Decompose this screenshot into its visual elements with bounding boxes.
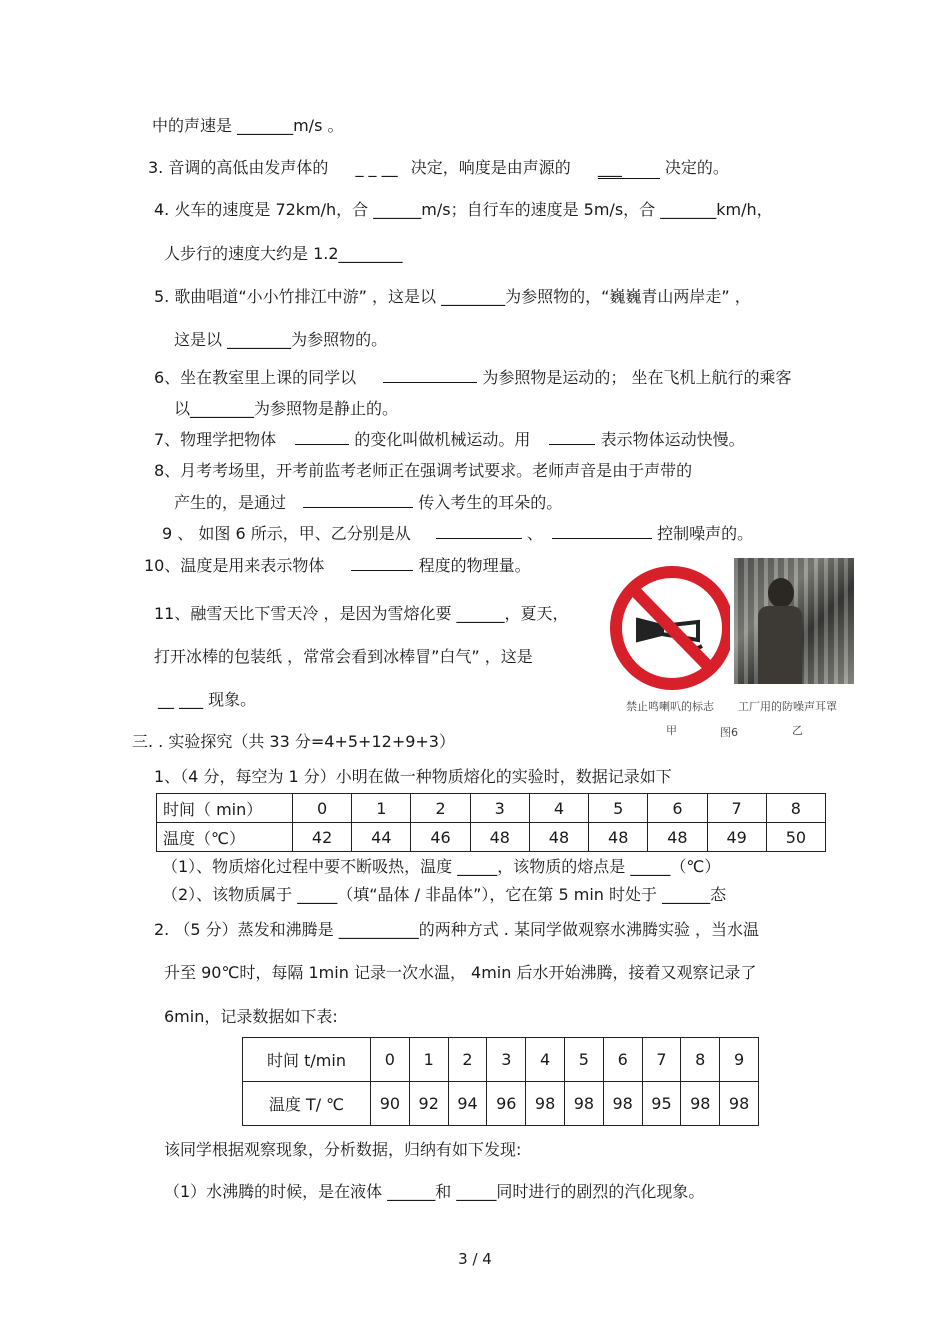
q3-text-b: 决定，响度是由声源的: [410, 158, 571, 177]
q3-text-c: 决定的。: [664, 158, 729, 177]
figure-6: [610, 556, 860, 741]
table-cell: 6: [648, 794, 707, 823]
table-cell: 3: [470, 794, 529, 823]
table-cell: 5: [589, 794, 648, 823]
figure-sub-a: 甲: [666, 724, 677, 737]
q7-blank-2: [549, 430, 595, 445]
table-cell: 48: [470, 823, 529, 852]
table-cell: 98: [564, 1082, 603, 1126]
table-header-cell: 时间 t/min: [243, 1038, 371, 1082]
question-5-line-2: 这是以 ________为参照物的。: [174, 330, 388, 349]
table-cell: 48: [648, 823, 707, 852]
experiment-2-line-2: 升至 90℃时，每隔 1min 记录一次水温， 4min 后水开始沸腾，接着又观察记录了: [164, 963, 757, 982]
q9-blank-1: [436, 524, 522, 539]
q8-text-c: 传入考生的耳朵的。: [418, 493, 563, 512]
figure-sub-b: 乙: [792, 724, 803, 737]
q6-text-a: 6、坐在教室里上课的同学以: [154, 368, 357, 387]
table-cell: 49: [707, 823, 766, 852]
q10-text-b: 程度的物理量。: [418, 556, 531, 575]
table-cell: 4: [529, 794, 588, 823]
table-row: [243, 1082, 759, 1126]
table-cell: 7: [642, 1038, 681, 1082]
table-cell: 48: [589, 823, 648, 852]
question-4-line-2: 人步行的速度大约是 1.2________: [164, 244, 403, 263]
question-8-line-1: 8、月考考场里，开考前监考老师正在强调考试要求。老师声音是由于声带的: [154, 461, 693, 480]
table-cell: 1: [352, 794, 411, 823]
table-cell: 1: [409, 1038, 448, 1082]
question-6-line-2: 以________为参照物是静止的。: [174, 399, 399, 418]
no-horn-sign-icon: [610, 556, 730, 696]
table-cell: 44: [352, 823, 411, 852]
table-cell: 9: [720, 1038, 759, 1082]
question-3: [148, 158, 729, 179]
table-cell: 0: [293, 794, 352, 823]
table-cell: 4: [526, 1038, 565, 1082]
table-row: [157, 823, 826, 852]
table-cell: 92: [409, 1082, 448, 1126]
boiling-data-table: [242, 1037, 759, 1126]
figure-label-a: 禁止鸣喇叭的标志: [626, 700, 714, 713]
experiment-2-line-3: 6min，记录数据如下表:: [164, 1007, 338, 1026]
question-5-line-1: 5. 歌曲唱道“小小竹排江中游” ，这是以 ________为参照物的，“巍巍青山两岸走” ，: [154, 287, 751, 306]
q3-text-a: 3. 音调的高低由发声体的: [148, 158, 329, 177]
melting-data-table: [156, 793, 826, 852]
table-cell: 50: [766, 823, 825, 852]
table-cell: 8: [766, 794, 825, 823]
table-header-cell: 温度 T/ ℃: [243, 1082, 371, 1126]
table-header-cell: 时间（ min）: [157, 794, 293, 823]
table-cell: 48: [529, 823, 588, 852]
table-cell: 95: [642, 1082, 681, 1126]
q10-text-a: 10、温度是用来表示物体: [144, 556, 325, 575]
question-10: [144, 556, 531, 576]
question-6-line-1: [154, 368, 791, 388]
figure-number: 图6: [720, 726, 738, 739]
table-cell: 98: [526, 1082, 565, 1126]
table-cell: 2: [448, 1038, 487, 1082]
q9-blank-2: [552, 524, 652, 539]
section-3-title: 三. . 实验探究（共 33 分=4+5+12+9+3）: [132, 732, 455, 751]
table-row: [157, 794, 826, 823]
page-number: 3 / 4: [458, 1250, 492, 1268]
q9-text-a: 9 、 如图 6 所示，甲、乙分别是从: [162, 524, 411, 543]
table-header-cell: 温度（℃）: [157, 823, 293, 852]
experiment-2-findings: 该同学根据观察现象，分析数据，归纳有如下发现:: [164, 1140, 522, 1159]
q3-blank-2: ___: [598, 158, 660, 179]
question-9: [162, 524, 753, 544]
table-cell: 98: [720, 1082, 759, 1126]
table-cell: 5: [564, 1038, 603, 1082]
experiment-2-finding-1: （1）水沸腾的时候，是在液体 ______和 _____同时进行的剧烈的汽化现象。: [164, 1182, 705, 1201]
factory-earmuff-photo: [734, 558, 854, 684]
table-cell: 3: [487, 1038, 526, 1082]
q8-blank: [303, 493, 413, 508]
q9-text-b: 、: [526, 524, 543, 543]
q7-text-a: 7、物理学把物体: [154, 430, 277, 449]
q10-blank: [351, 556, 413, 571]
table-cell: 90: [371, 1082, 410, 1126]
table-cell: 46: [411, 823, 470, 852]
experiment-2-line-1: 2. （5 分）蒸发和沸腾是 __________的两种方式 . 某同学做观察水沸腾实验 ，当水温: [154, 920, 760, 939]
figure-label-b: 工厂用的防噪声耳罩: [738, 700, 837, 713]
table-cell: 98: [603, 1082, 642, 1126]
experiment-1-q1: （1）、物质熔化过程中要不断吸热，温度 _____，该物质的熔点是 _____（℃）: [162, 857, 721, 876]
q3-blank-1: _ _ __: [355, 158, 398, 177]
experiment-1-title: 1、（4 分，每空为 1 分）小明在做一种物质熔化的实验时，数据记录如下: [154, 767, 672, 786]
question-11-line-3: __ ___ 现象。: [158, 690, 257, 709]
question-7: [154, 430, 745, 450]
question-8-line-2: [174, 493, 562, 513]
table-cell: 0: [371, 1038, 410, 1082]
question-11-line-2: 打开冰棒的包装纸 ，常常会看到冰棒冒”白气” ，这是: [154, 647, 533, 666]
table-cell: 42: [293, 823, 352, 852]
q7-text-b: 的变化叫做机械运动。用: [354, 430, 531, 449]
table-cell: 96: [487, 1082, 526, 1126]
table-cell: 8: [681, 1038, 720, 1082]
table-cell: 7: [707, 794, 766, 823]
table-row: [243, 1038, 759, 1082]
q7-text-c: 表示物体运动快慢。: [600, 430, 745, 449]
q9-text-c: 控制噪声的。: [657, 524, 754, 543]
table-cell: 6: [603, 1038, 642, 1082]
q6-blank: [383, 368, 477, 383]
table-cell: 94: [448, 1082, 487, 1126]
q8-text-b: 产生的，是通过: [174, 493, 287, 512]
question-4-line-1: 4. 火车的速度是 72km/h，合 ______m/s；自行车的速度是 5m/s，合 _______km/h，: [154, 200, 773, 219]
question-11-line-1: 11、融雪天比下雪天冷 ，是因为雪熔化要 ______，夏天，: [154, 604, 569, 623]
q7-blank-1: [295, 430, 349, 445]
q6-text-b: 为参照物是运动的； 坐在飞机上航行的乘客: [482, 368, 792, 387]
table-cell: 98: [681, 1082, 720, 1126]
line-speed-of-sound: 中的声速是 _______m/s 。: [152, 116, 344, 135]
experiment-1-q2: （2）、该物质属于 _____（填“晶体 / 非晶体”），它在第 5 min 时处于 ______态: [162, 885, 727, 904]
table-cell: 2: [411, 794, 470, 823]
